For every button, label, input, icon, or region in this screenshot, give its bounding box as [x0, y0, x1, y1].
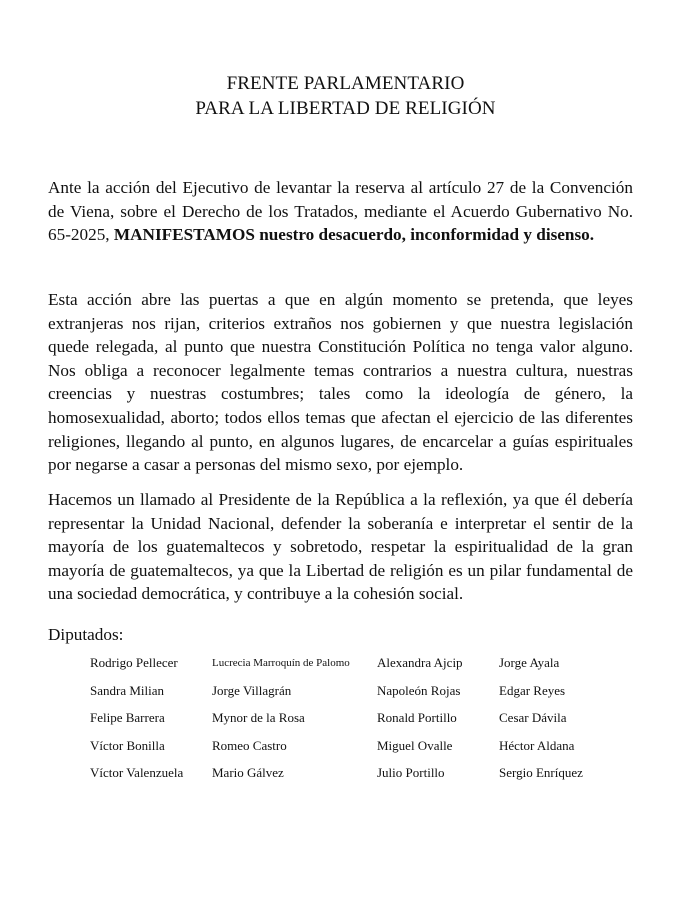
signatory-name: Cesar Dávila [499, 710, 567, 726]
paragraph-call-to-president: Hacemos un llamado al Presidente de la República a la reflexión, ya que él debería representar la Unidad Nacional, defender la soberanía e interpretar el sentir de la mayoría de los guatemaltecos y sobretodo, respetar la espiritualidad de la gran mayoría de guatemaltecos, ya que la Libertad de religión es un pilar fundamental de una sociedad democrática, y contribuye a la cohesión social. [48, 490, 633, 604]
signatory-name: Mynor de la Rosa [212, 710, 305, 726]
signatories-row [90, 738, 650, 766]
signatories-row [90, 655, 650, 683]
signatory-name: Mario Gálvez [212, 765, 284, 781]
signatory-name: Felipe Barrera [90, 710, 165, 726]
signatory-name: Julio Portillo [377, 765, 445, 781]
signatories-grid [90, 655, 650, 793]
document-title-line-2: PARA LA LIBERTAD DE RELIGIÓN [195, 98, 496, 119]
signatories-label: Diputados: [48, 625, 124, 644]
signatories-row [90, 710, 650, 738]
paragraph-declaration-bold: MANIFESTAMOS nuestro desacuerdo, inconformidad y disenso. [113, 225, 595, 245]
signatory-name: Rodrigo Pellecer [90, 655, 178, 670]
document-title-line-1: FRENTE PARLAMENTARIO [226, 73, 465, 94]
signatory-name: Sandra Milian [90, 682, 165, 698]
paragraph-declaration-text: Ante la acción del Ejecutivo de levantar la reserva al artículo 27 de la Convención de Viena, sobre el Derecho de los Tratados, mediante el Acuerdo Gubernativo No. 65-2025, [48, 178, 633, 245]
signatory-name: Víctor Valenzuela [90, 765, 184, 781]
signatory-name: Ronald Portillo [377, 710, 457, 726]
signatory-name: Lucrecia Marroquín de Palomo [212, 657, 350, 669]
paragraph-declaration [48, 176, 633, 247]
signatory-name: Alexandra Ajcip [377, 655, 463, 670]
signatory-name: Romeo Castro [212, 737, 287, 753]
signatories-row [90, 765, 650, 793]
signatory-name: Edgar Reyes [499, 682, 566, 698]
signatory-name: Jorge Ayala [499, 655, 560, 670]
signatory-name: Napoleón Rojas [377, 682, 461, 698]
signatory-name: Héctor Aldana [499, 737, 575, 753]
signatories-row [90, 683, 650, 711]
signatory-name: Víctor Bonilla [90, 737, 165, 753]
paragraph-consequences: Esta acción abre las puertas a que en algún momento se pretenda, que leyes extranjeras nos rijan, criterios extraños nos gobiernen y que nuestra legislación quede relegada, al punto que nuestra Constitución Política no tenga valor alguno. Nos obliga a reconocer legalmente temas contrarios a nuestra cultura, nuestras creencias y nuestras costumbres; tales como la ideología de género, la homosexualidad, aborto; todos ellos temas que afectan el ejercicio de las diferentes religiones, llegando al punto, en algunos lugares, de encarcelar a guías espirituales por negarse a casar a personas del mismo sexo, por ejemplo. [48, 290, 633, 475]
signatory-name: Miguel Ovalle [377, 737, 453, 753]
signatory-name: Sergio Enríquez [499, 765, 583, 781]
signatory-name: Jorge Villagrán [212, 682, 292, 698]
